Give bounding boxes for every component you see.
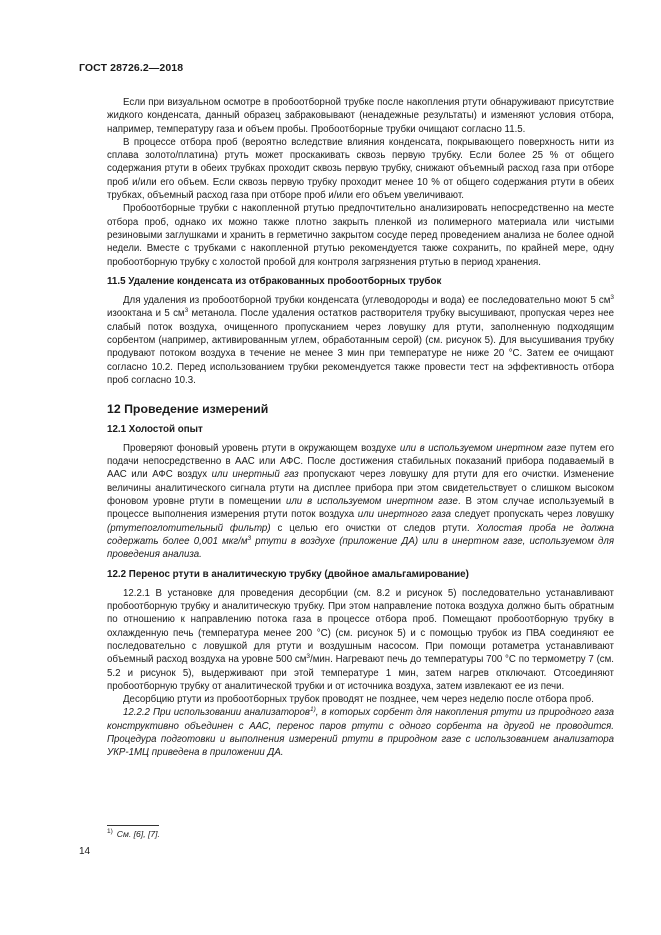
main-content xyxy=(107,96,614,760)
footnote: $^{1)}$ См. [6], [7]. xyxy=(107,828,160,839)
page-number: 14 xyxy=(79,846,91,857)
paragraph-desorption-setup: 12.2.1 В установке для проведения десорбции (см. 8.2 и рисунок 5) последовательно устанавливают пробоотборную трубку и аналитическую трубку. При этом направление потока воздуха должно быть обратным по отношению к направлению потока газа в процессе отбора проб. Помещают пробоотборную трубку в охлажденную печь (температура менее 200 °С) (см. рисунок 5) и с помощью трубок из ПВА соединяют ее последовательно с ловушкой для ртути и воздушным насосом. При помощи ротаметра устанавливают объемный расход воздуха на уровне 500 $см^3$/мин. Нагревают печь до температуры 700 °С по термометру 7 (см. 5.2 и рисунок 5), выдерживают при этой температуре 1 мин, затем нагрев отключают. Отсоединяют пробоотборную трубку от аналитической трубки и от источника воздуха, затем извлекают ее из печи. xyxy=(107,587,614,692)
paragraph-breakthrough: В процессе отбора проб (вероятно вследствие влияния конденсата, покрывающего поверхность нити из сплава золото/платина) ртуть может проскакивать сквозь первую трубку. Если более 25 % от общего содержания ртути в обеих трубках проходит сквозь первую трубку, снижают объемный расход газа при отборе проб и/или его объем. Если сквозь первую трубку проходит менее 10 % от общего содержания ртути в обеих трубках, объемный расход газа при отборе проб и/или его объем увеличивают. xyxy=(107,136,614,202)
paragraph-desorption-deadline: Десорбцию ртути из пробоотборных трубок проводят не позднее, чем через неделю после отбора проб. xyxy=(123,694,594,706)
section-heading-12-1: 12.1 Холостой опыт xyxy=(107,423,203,435)
footnote-divider xyxy=(107,825,159,826)
section-heading-12: 12 Проведение измерений xyxy=(107,402,269,417)
section-heading-11-5: 11.5 Удаление конденсата из отбракованных пробоотборных трубок xyxy=(107,275,442,287)
document-header: ГОСТ 28726.2—2018 xyxy=(79,62,184,74)
footnote-marker: 1) xyxy=(310,706,316,714)
section-heading-12-2: 12.2 Перенос ртути в аналитическую трубку (двойное амальгамирование) xyxy=(107,568,469,580)
paragraph-blank-test: Проверяют фоновый уровень ртути в окружающем воздухе или в используемом инертном газе путем его подачи непосредственно в ААС или АФС. После достижения стабильных показаний прибора подаваемый в ААС или АФС воздух или инертный газ пропускают через ловушку для ртути для его очистки. Изменение величины аналитического сигнала ртути на дисплее прибора при этом свидетельствует о слишком высоком фоновом уровне ртути в помещении или в используемом инертном газе. В этом случае используемый в процессе выполнения измерения ртути поток воздуха или инертного газа следует пропускать через ловушку (ртутепоглотительный фильтр) с целью его очистки от следов ртути. Холостая проба не должна содержать более 0,001 мкг/$м^3$ ртути в воздухе (приложение ДА) или в инертном газе, используемом для проведения анализа. xyxy=(107,442,614,561)
paragraph-condensate-removal: Для удаления из пробоотборной трубки конденсата (углеводороды и вода) ее последовательно моют 5 $см^3$ изооктана и 5 $см^3$ метанола. После удаления остатков растворителя трубку высушивают, пропуская через нее слабый поток воздуха, очищенного пропусканием через ловушку для ртути, заполненную подходящим сорбентом (например, активированным углем, обработанным серой) (см. рисунок 5). Для высушивания трубку продувают потоком воздуха в течение не менее 3 мин при температуре не ниже 20 °С. Затем ее очищают согласно 10.2. Перед использованием трубки рекомендуется также провести тест на эффективность отбора проб согласно 10.3. xyxy=(107,293,615,386)
paragraph-storage: Пробоотборные трубки с накопленной ртутью предпочтительно анализировать непосредственно на месте отбора проб, однако их можно также плотно закрыть пленкой из полимерного материала или чистыми резиновыми заглушками и хранить в герметично закрытом сосуде перед проведением анализа не более одной недели. Вместе с трубками с накопленной ртутью рекомендуется также сохранить, по крайней мере, одну пробоотборную трубку с холостой пробой для контроля загрязнения ртутью в период хранения. xyxy=(107,203,614,268)
paragraph-analyzers: 12.2.2 При использовании анализаторов$^{1)}$, в которых сорбент для накопления ртути из природного газа конструктивно объединен с ААС, перенос паров ртути с одного сорбента на другой не проводится. Процедура подготовки и выполнения измерений ртути в природном газе с использованием анализатора УКР-1МЦ приведена в приложении ДА. xyxy=(107,706,614,759)
paragraph-condensate-check: Если при визуальном осмотре в пробоотборной трубке после накопления ртути обнаруживают присутствие жидкого конденсата, данный образец забраковывают (ненадежные результаты) и изменяют условия отбора, например, температуру газа и объем пробы. Пробоотборные трубки очищают согласно 11.5. xyxy=(107,97,614,135)
